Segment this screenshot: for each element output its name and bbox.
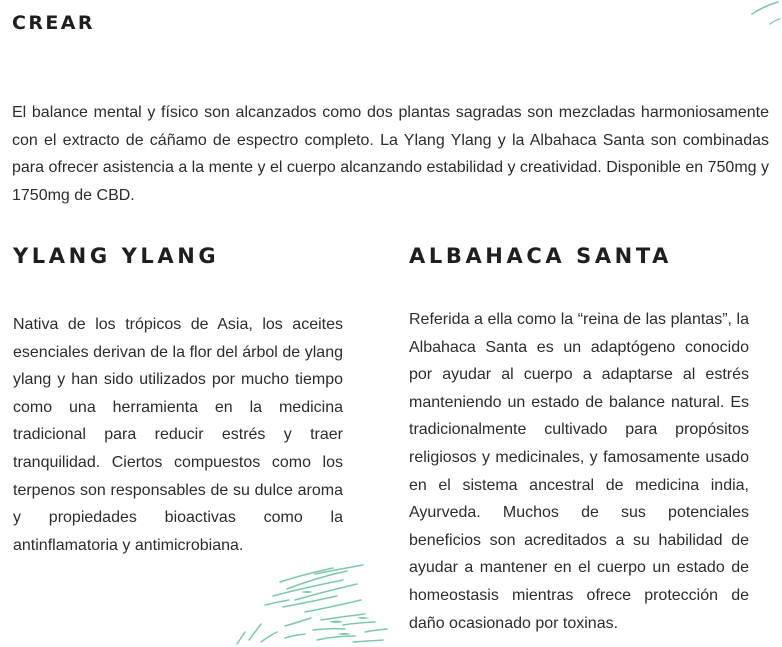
albahaca-santa-heading: ALBAHACA SANTA xyxy=(409,244,672,268)
intro-paragraph: El balance mental y físico son alcanzados como dos plantas sagradas son mezcladas harmoniosamente con el extracto de cáñamo de espectro completo. La Ylang Ylang y la Albahaca Santa son combinadas para ofrecer asistencia a la mente y el cuerpo alcanzando estabilidad y creatividad. Disponible en 750mg y 1750mg de CBD. xyxy=(12,104,769,204)
ylang-ylang-paragraph: Nativa de los trópicos de Asia, los aceites esenciales derivan de la flor del árbol de ylang ylang y han sido utilizados por mucho tiempo como una herramienta en la medicina tradicional para reducir estrés y traer tranquilidad. Ciertos compuestos como los terpenos son responsables de su dulce aroma y propiedades bioactivas como la antinflamatoria y antimicrobiana. xyxy=(13,316,343,554)
grass-stroke-icon xyxy=(742,0,782,26)
leaf-sketch-icon xyxy=(225,562,395,647)
albahaca-santa-paragraph: Referida a ella como la “reina de las plantas”, la Albahaca Santa es un adaptógeno conocido por ayudar al cuerpo a adaptarse al estrés manteniendo un estado de balance natural. Es tradicionalmente cultivado para propósitos religiosos y medicinales, y famosamente usado en el sistema ancestral de medicina india, Ayurveda. Muchos de sus potenciales beneficios son acreditados a su habilidad de ayudar a mantener en el cuerpo un estado de homeostasis mientras ofrece protección de daño ocasionado por toxinas. xyxy=(409,311,749,632)
section-heading-crear: CREAR xyxy=(12,12,95,34)
ylang-ylang-heading: YLANG YLANG xyxy=(13,244,220,268)
